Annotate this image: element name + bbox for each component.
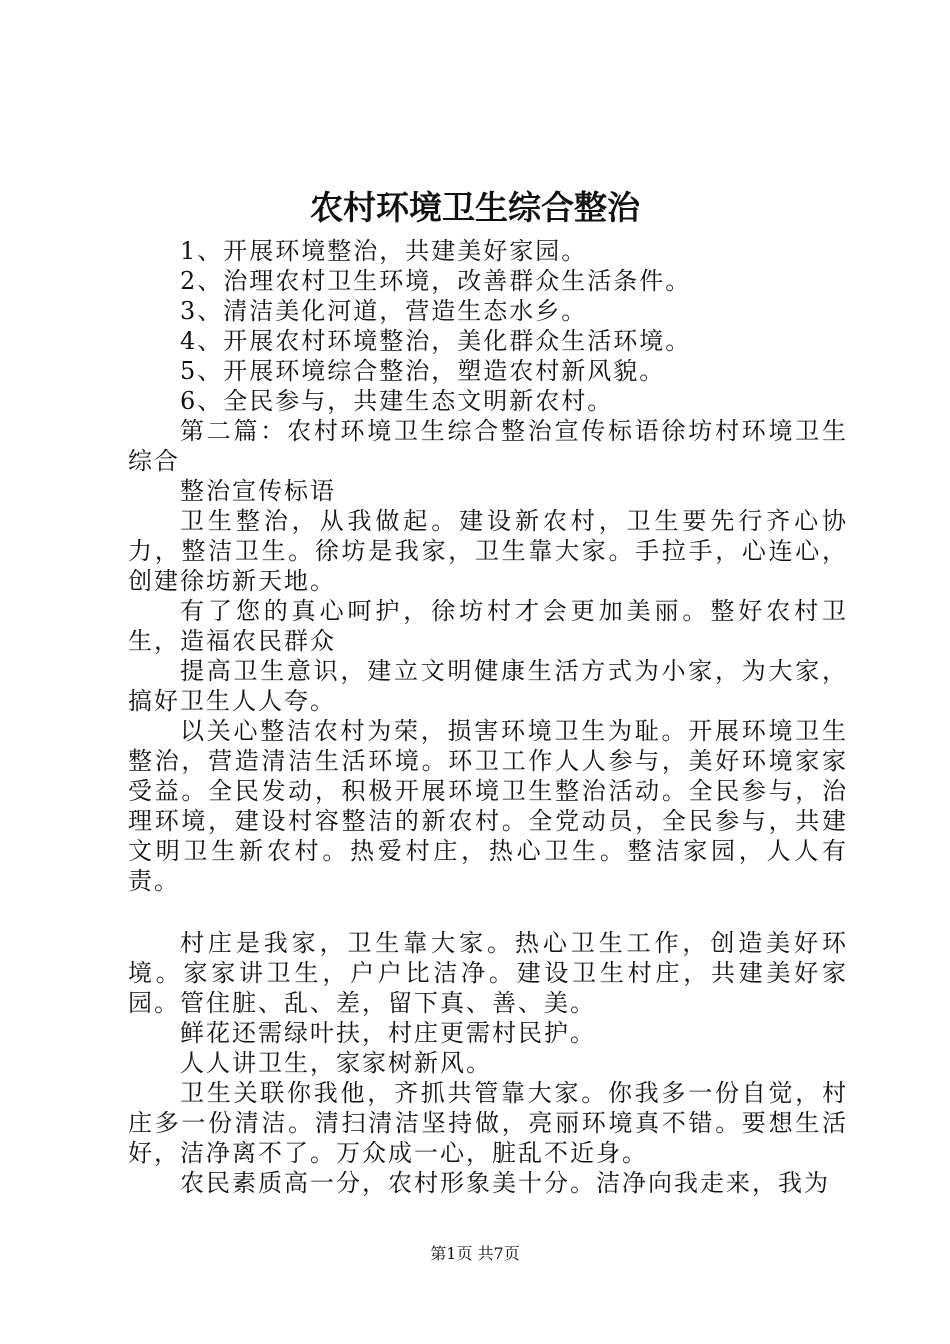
slogan-item: 1、开展环境整治，共建美好家园。 <box>180 237 588 265</box>
body-paragraph: 鲜花还需绿叶扶，村庄更需村民护。 <box>180 1019 596 1047</box>
body-paragraph: 有了您的真心呵护，徐坊村才会更加美丽。整好农村卫生，造福农民群众 <box>128 597 848 655</box>
slogan-item: 6、全民参与，共建生态文明新农村。 <box>180 387 614 415</box>
document-body <box>128 236 848 1198</box>
slogan-item: 3、清洁美化河道，营造生态水乡。 <box>180 297 588 325</box>
body-paragraph: 提高卫生意识，建立文明健康生活方式为小家，为大家，搞好卫生人人夸。 <box>128 657 848 715</box>
document-title: 农村环境卫生综合整治 <box>310 188 640 227</box>
slogan-item: 2、治理农村卫生环境，改善群众生活条件。 <box>180 267 692 295</box>
section-subheading: 整治宣传标语 <box>180 477 336 505</box>
body-paragraph: 卫生关联你我他，齐抓共管靠大家。你我多一份自觉，村庄多一份清洁。清扫清洁坚持做，亮丽环境真不错。要想生活好，洁净离不了。万众成一心，脏乱不近身。 <box>128 1079 848 1167</box>
slogan-item: 4、开展农村环境整治，美化群众生活环境。 <box>180 327 692 355</box>
body-paragraph: 农民素质高一分，农村形象美十分。洁净向我走来，我为 <box>180 1169 830 1197</box>
section-heading: 第二篇：农村环境卫生综合整治宣传标语徐坊村环境卫生综合 <box>128 417 848 475</box>
page-footer: 第1页 共7页 <box>430 1244 520 1263</box>
body-paragraph: 以关心整洁农村为荣，损害环境卫生为耻。开展环境卫生整治，营造清洁生活环境。环卫工作人人参与，美好环境家家受益。全民发动，积极开展环境卫生整治活动。全民参与，治理环境，建设村容整洁的新农村。全党动员，全民参与，共建文明卫生新农村。热爱村庄，热心卫生。整洁家园，人人有责。 <box>128 717 848 895</box>
slogan-item: 5、开展环境综合整治，塑造农村新风貌。 <box>180 357 666 385</box>
body-paragraph: 卫生整治，从我做起。建设新农村，卫生要先行齐心协力，整洁卫生。徐坊是我家，卫生靠大家。手拉手，心连心，创建徐坊新天地。 <box>128 507 848 595</box>
body-paragraph: 人人讲卫生，家家树新风。 <box>180 1049 492 1077</box>
body-paragraph: 村庄是我家，卫生靠大家。热心卫生工作，创造美好环境。家家讲卫生，户户比洁净。建设卫生村庄，共建美好家园。管住脏、乱、差，留下真、善、美。 <box>128 929 848 1017</box>
